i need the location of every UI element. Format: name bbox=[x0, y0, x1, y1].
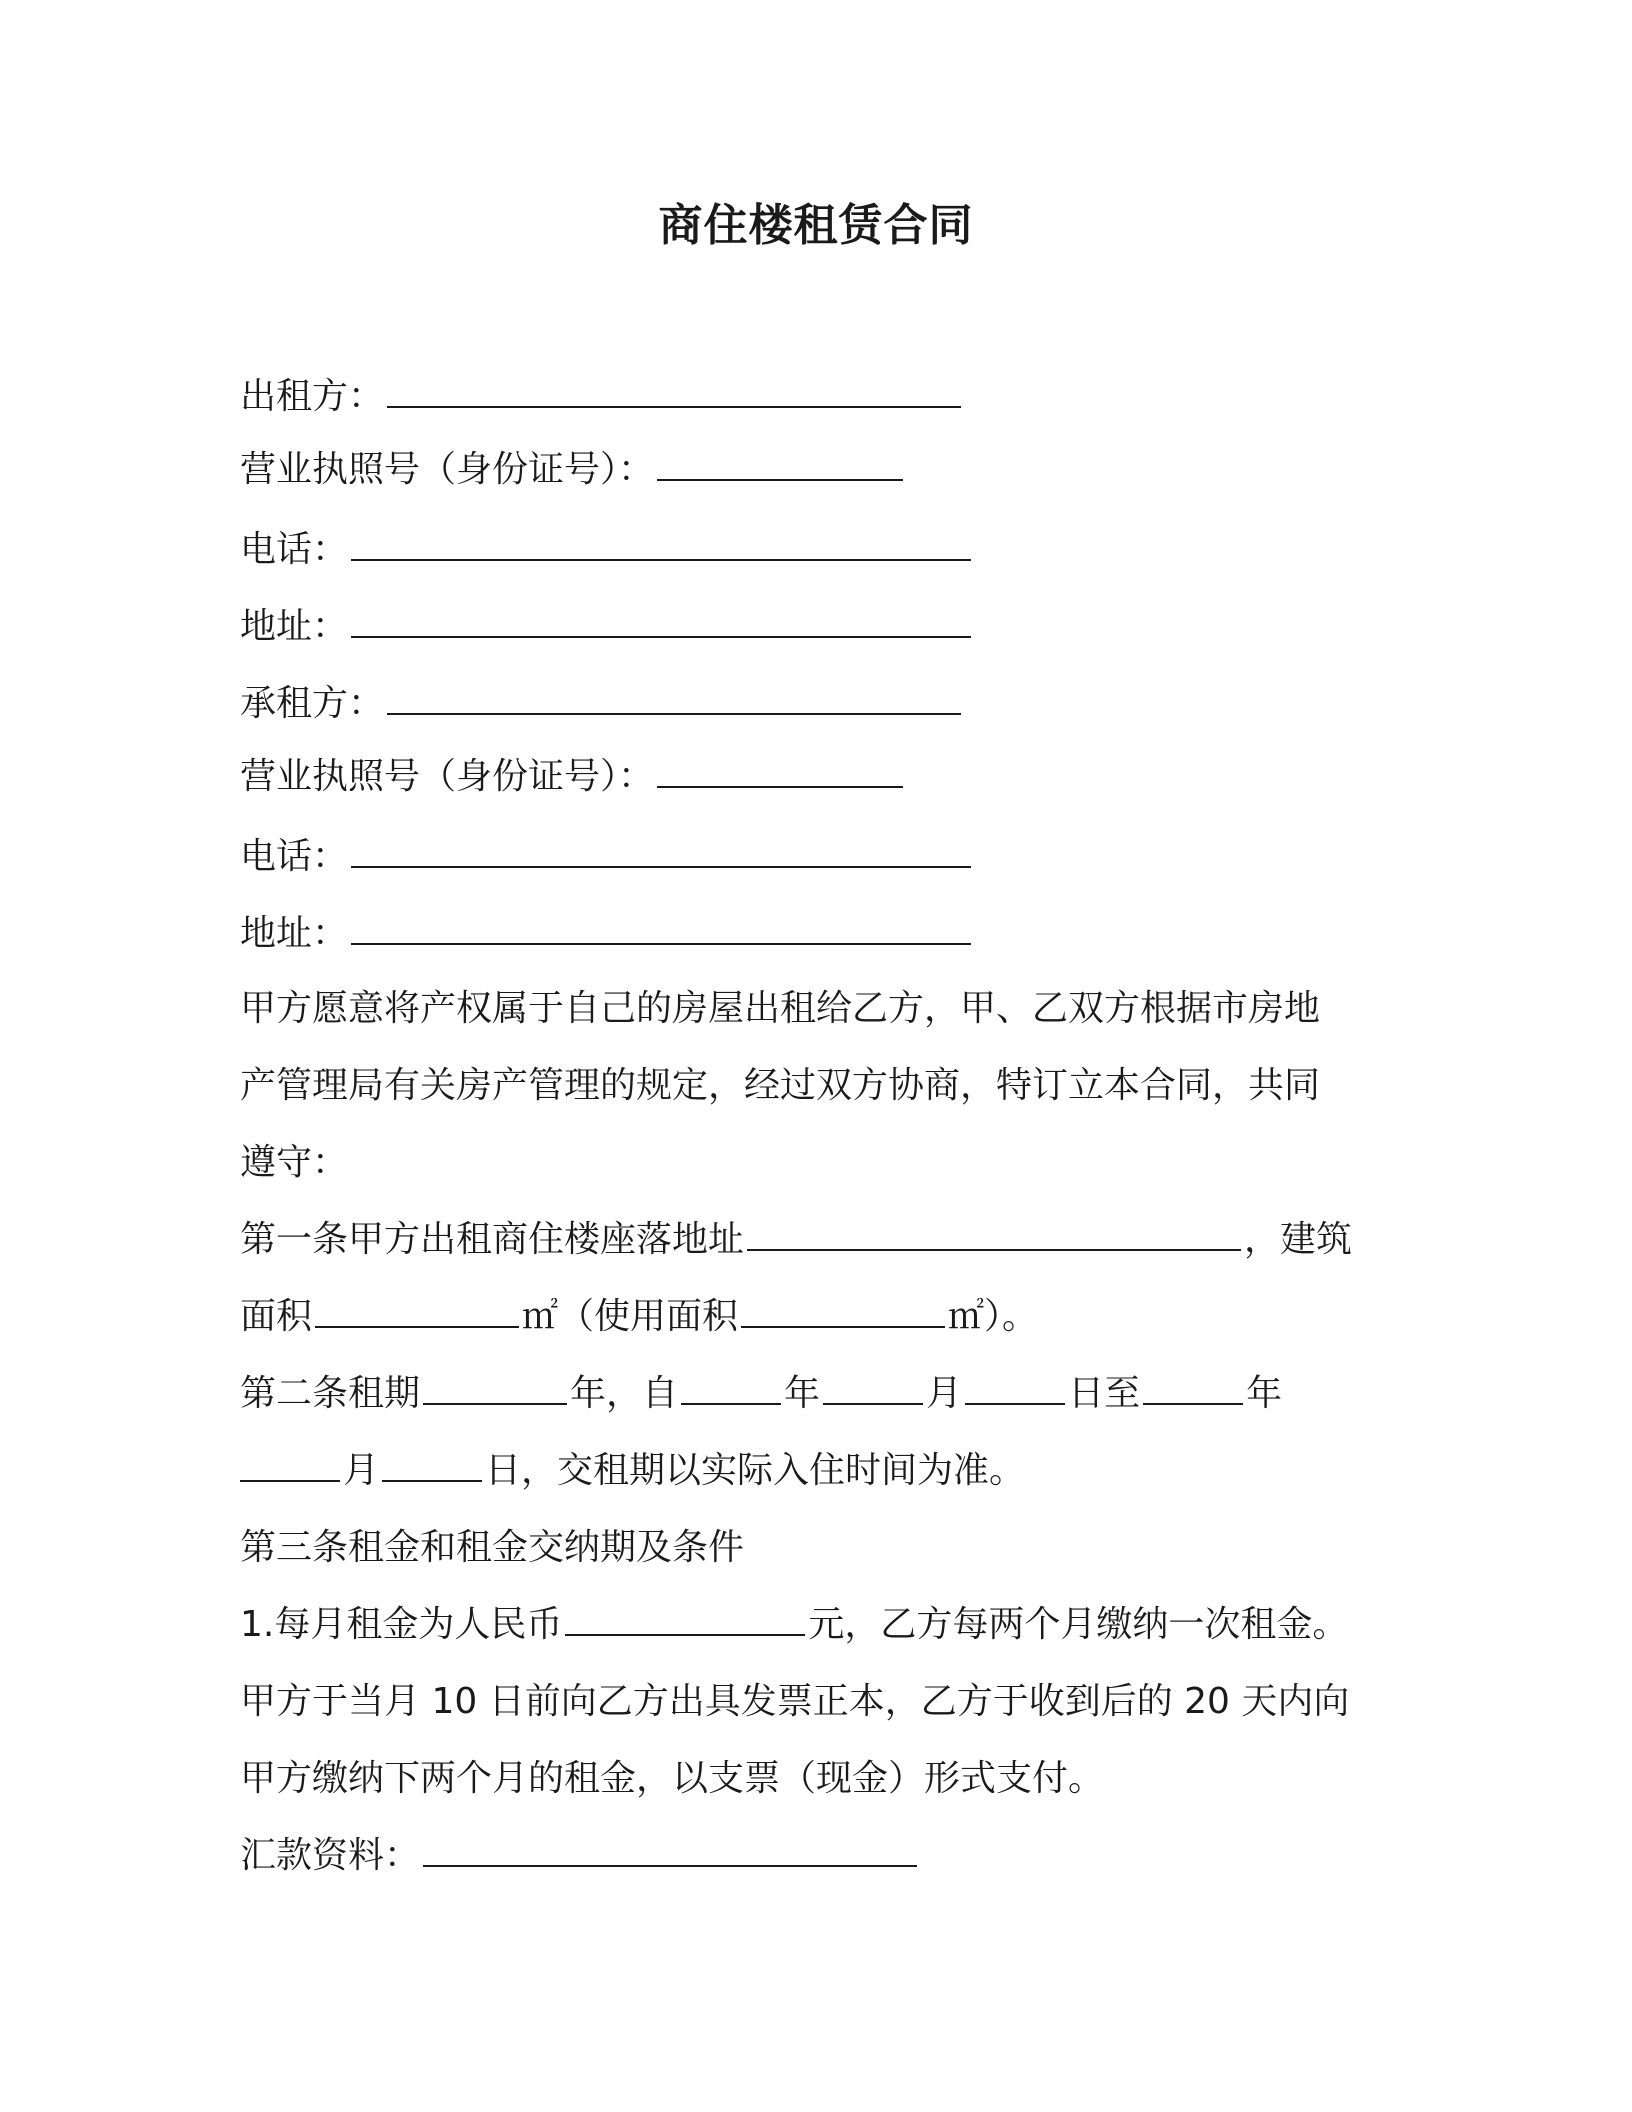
article2-start-month-blank bbox=[823, 1373, 923, 1405]
article3-rent-text: 元，乙方每两个月缴纳一次租金。 bbox=[808, 1604, 1349, 1645]
remittance-line bbox=[240, 1832, 920, 1880]
article2-end-text: 日，交租期以实际入住时间为准。 bbox=[485, 1450, 1026, 1491]
article1-area-label: 面积 bbox=[240, 1296, 313, 1337]
article2-line-2 bbox=[240, 1447, 1025, 1495]
lessor-address-line bbox=[240, 603, 974, 651]
article2-term-label: 第二条租期 bbox=[240, 1373, 421, 1414]
article1-building-label: ，建筑 bbox=[1244, 1219, 1353, 1260]
article3-item1-line-2: 甲方于当月 10 日前向乙方出具发票正本，乙方于收到后的 20 天内向 bbox=[240, 1681, 1350, 1722]
article3-heading: 第三条租金和租金交纳期及条件 bbox=[240, 1527, 745, 1568]
article2-end-month-blank bbox=[240, 1450, 340, 1482]
lessor-phone-blank bbox=[351, 529, 971, 561]
lessee-address-line bbox=[240, 910, 974, 958]
lessor-name-line bbox=[240, 373, 964, 421]
lessee-phone-line bbox=[240, 833, 974, 881]
lessor-name-blank bbox=[387, 376, 961, 408]
intro-line-3: 遵守： bbox=[240, 1142, 349, 1183]
article1-line-1 bbox=[240, 1216, 1352, 1264]
intro-line-2: 产管理局有关房产管理的规定，经过双方协商，特订立本合同，共同 bbox=[240, 1065, 1321, 1106]
lessor-phone-label: 电话： bbox=[240, 529, 349, 570]
article2-end-year-label: 年 bbox=[1246, 1373, 1283, 1414]
intro-line-1: 甲方愿意将产权属于自己的房屋出租给乙方，甲、乙双方根据市房地 bbox=[240, 988, 1321, 1029]
lessee-license-line bbox=[240, 753, 906, 801]
article3-item1-line-3: 甲方缴纳下两个月的租金，以支票（现金）形式支付。 bbox=[240, 1758, 1105, 1799]
article1-usable-area-blank bbox=[741, 1296, 945, 1328]
lessor-address-blank bbox=[351, 606, 971, 638]
article1-address-blank bbox=[747, 1219, 1241, 1251]
article1-unit-close: ㎡）。 bbox=[948, 1296, 1039, 1337]
lessor-license-blank bbox=[657, 449, 903, 481]
article2-end-year-blank bbox=[1143, 1373, 1243, 1405]
article2-line-1 bbox=[240, 1370, 1282, 1418]
lessee-license-blank bbox=[657, 756, 903, 788]
article3-rent-label: 1.每月租金为人民币 bbox=[240, 1604, 563, 1645]
lessee-license-label: 营业执照号（身份证号）： bbox=[240, 756, 655, 797]
article1-line-2 bbox=[240, 1293, 1038, 1341]
lessee-address-label: 地址： bbox=[240, 913, 349, 954]
lessee-phone-label: 电话： bbox=[240, 836, 349, 877]
article2-from-label: 年，自 bbox=[570, 1373, 679, 1414]
article1-usable-area-label: ㎡（使用面积 bbox=[522, 1296, 739, 1337]
lessor-license-label: 营业执照号（身份证号）： bbox=[240, 449, 655, 490]
article1-address-label: 第一条甲方出租商住楼座落地址 bbox=[240, 1219, 745, 1260]
article3-item1-line-1 bbox=[240, 1601, 1348, 1649]
document-title: 商住楼租赁合同 bbox=[658, 200, 974, 251]
article2-end-day-blank bbox=[382, 1450, 482, 1482]
remittance-label: 汇款资料： bbox=[240, 1835, 421, 1876]
article2-start-day-blank bbox=[965, 1373, 1065, 1405]
article2-end-month-label: 月 bbox=[343, 1450, 380, 1491]
lessee-name-blank bbox=[387, 683, 961, 715]
article2-start-year-blank bbox=[681, 1373, 781, 1405]
article2-month-label: 月 bbox=[926, 1373, 963, 1414]
lessor-address-label: 地址： bbox=[240, 606, 349, 647]
article2-to-label: 日至 bbox=[1068, 1373, 1141, 1414]
lessee-name-label: 承租方： bbox=[240, 683, 385, 724]
article2-years-blank bbox=[423, 1373, 567, 1405]
lessor-license-line bbox=[240, 446, 906, 494]
remittance-blank bbox=[423, 1835, 917, 1867]
lessee-address-blank bbox=[351, 913, 971, 945]
lessee-phone-blank bbox=[351, 836, 971, 868]
lessor-name-label: 出租方： bbox=[240, 376, 385, 417]
article1-area-blank bbox=[315, 1296, 519, 1328]
lessee-name-line bbox=[240, 680, 964, 728]
lessor-phone-line bbox=[240, 526, 974, 574]
article3-rent-blank bbox=[565, 1604, 805, 1636]
article2-year-label: 年 bbox=[784, 1373, 821, 1414]
